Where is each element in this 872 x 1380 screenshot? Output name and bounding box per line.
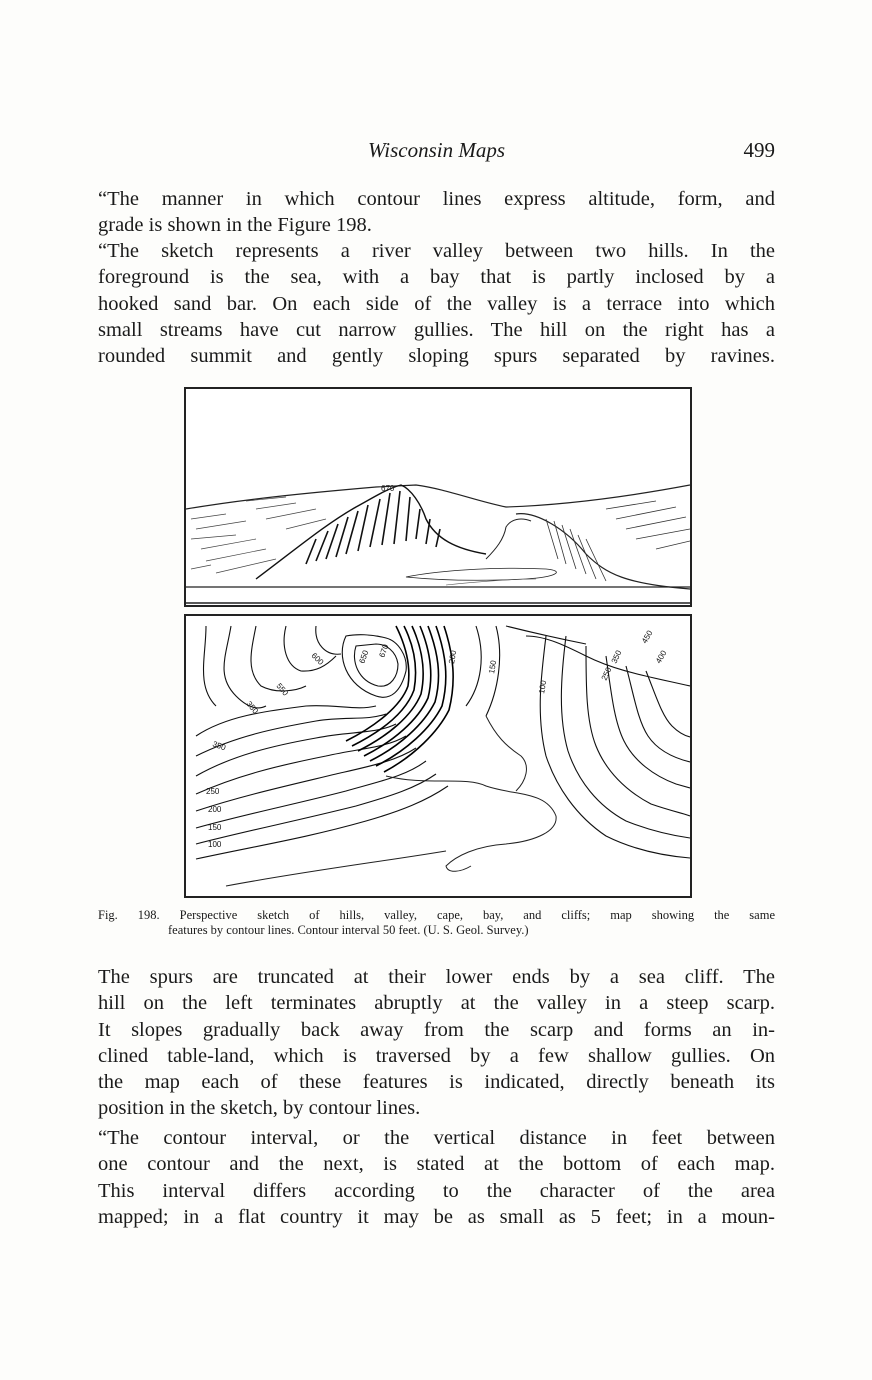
text-line: It slopes gradually back away from the scarp and forms an in- <box>98 1018 775 1041</box>
svg-text:650: 650 <box>357 649 371 665</box>
svg-text:250: 250 <box>599 665 614 682</box>
svg-text:100: 100 <box>537 679 549 695</box>
text-line: clined table-land, which is traversed by a few shallow gullies. On <box>98 1044 775 1067</box>
page-number: 499 <box>743 138 775 162</box>
paragraph-1 <box>98 186 775 239</box>
text-line: position in the sketch, by contour lines. <box>98 1097 421 1120</box>
text-line: rounded summit and gently sloping spurs separated by ravines. <box>98 345 775 368</box>
text-line: grade is shown in the Figure 198. <box>98 214 372 237</box>
contour-map <box>184 614 692 898</box>
text-line: The spurs are truncated at their lower ends by a sea cliff. The <box>98 966 775 988</box>
svg-text:350: 350 <box>211 739 227 753</box>
paragraph-3 <box>98 964 775 1122</box>
svg-text:200: 200 <box>208 805 222 814</box>
caption-line: Fig. 198. Perspective sketch of hills, valley, cape, bay, and cliffs; map showing the same <box>98 908 775 922</box>
perspective-sketch <box>184 387 692 607</box>
contour-map-illustration <box>186 616 690 896</box>
text-line: small streams have cut narrow gullies. The hill on the right has a <box>98 318 775 341</box>
text-line: foreground is the sea, with a bay that is partly inclosed by a <box>98 266 775 289</box>
svg-text:350: 350 <box>244 699 260 716</box>
svg-text:350: 350 <box>609 648 624 665</box>
svg-text:150: 150 <box>208 823 222 832</box>
text-line: hooked sand bar. On each side of the valley is a terrace into which <box>98 292 775 315</box>
figure-caption <box>98 908 775 938</box>
svg-text:250: 250 <box>206 787 220 796</box>
paragraph-4 <box>98 1125 775 1230</box>
svg-text:400: 400 <box>653 648 669 665</box>
text-line: the map each of these features is indicated, directly beneath its <box>98 1071 775 1094</box>
text-line: hill on the left terminates abruptly at the valley in a steep scarp. <box>98 992 775 1015</box>
text-line: This interval differs according to the character of the area <box>98 1179 775 1202</box>
svg-text:100: 100 <box>208 840 222 849</box>
svg-text:450: 450 <box>639 628 655 645</box>
sketch-elevation-label: 670 <box>381 484 395 493</box>
page-header <box>98 138 775 168</box>
text-line: “The contour interval, or the vertical distance in feet between <box>98 1127 775 1149</box>
svg-text:150: 150 <box>487 659 499 675</box>
caption-line: features by contour lines. Contour interval 50 feet. (U. S. Geol. Survey.) <box>168 923 529 937</box>
svg-text:670: 670 <box>377 643 391 659</box>
paragraph-2 <box>98 238 775 369</box>
text-line: one contour and the next, is stated at the bottom of each map. <box>98 1153 775 1176</box>
text-line: “The sketch represents a river valley between two hills. In the <box>98 240 775 262</box>
svg-text:550: 550 <box>274 681 290 698</box>
svg-text:200: 200 <box>447 649 459 665</box>
text-line: “The manner in which contour lines express altitude, form, and <box>98 188 775 210</box>
running-title: Wisconsin Maps <box>367 138 506 162</box>
text-line: mapped; in a flat country it may be as small as 5 feet; in a moun- <box>98 1205 775 1228</box>
svg-text:600: 600 <box>309 651 326 667</box>
sketch-illustration <box>186 389 690 605</box>
